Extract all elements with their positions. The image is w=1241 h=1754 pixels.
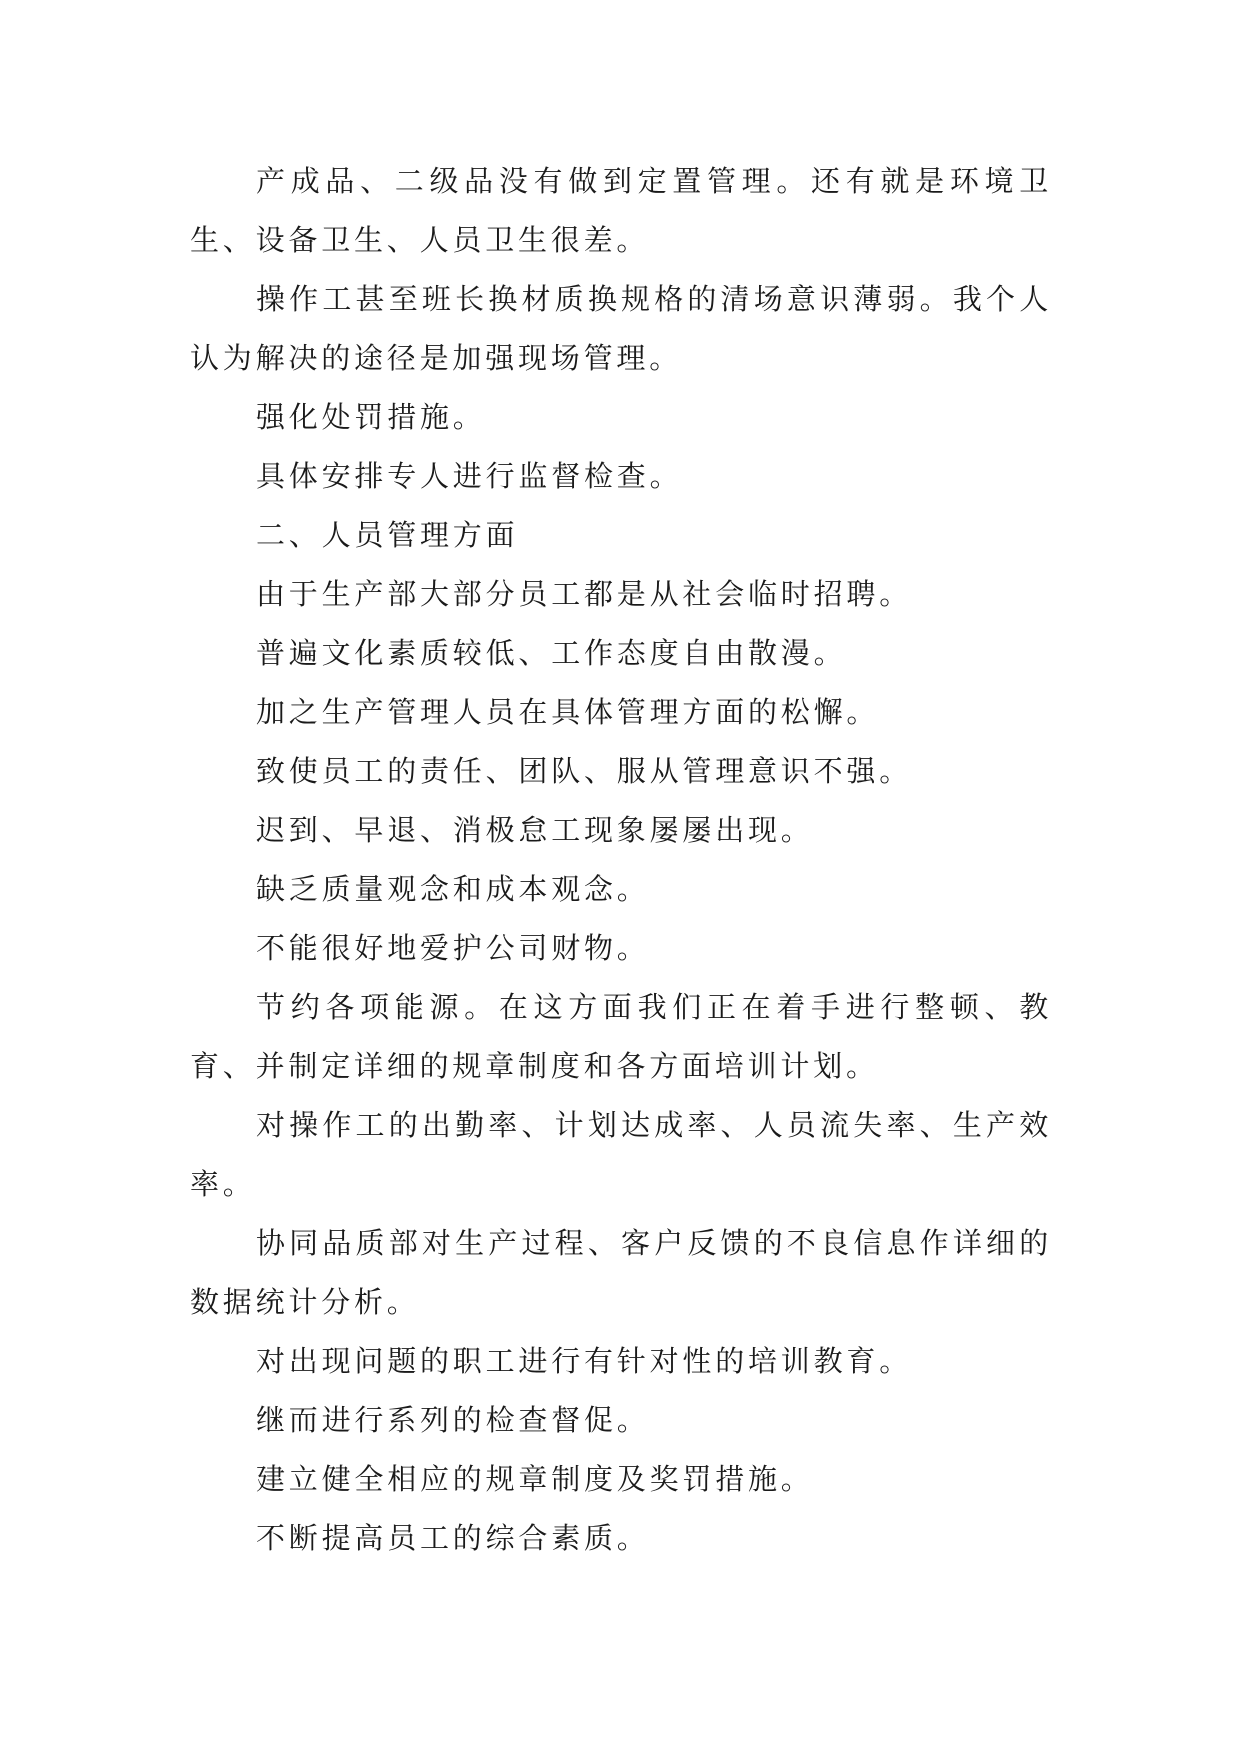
section-heading: 二、人员管理方面 bbox=[256, 518, 519, 552]
paragraph: 建立健全相应的规章制度及奖罚措施。 bbox=[256, 1462, 814, 1496]
paragraph: 产成品、二级品没有做到定置管理。还有就是环境卫生、设备卫生、人员卫生很差。 bbox=[190, 164, 1052, 257]
paragraph: 致使员工的责任、团队、服从管理意识不强。 bbox=[256, 754, 913, 788]
paragraph: 缺乏质量观念和成本观念。 bbox=[256, 872, 650, 906]
paragraph: 不断提高员工的综合素质。 bbox=[256, 1521, 650, 1555]
document-body bbox=[190, 152, 1052, 1568]
paragraph: 加之生产管理人员在具体管理方面的松懈。 bbox=[256, 695, 880, 729]
paragraph: 由于生产部大部分员工都是从社会临时招聘。 bbox=[256, 577, 913, 611]
paragraph: 继而进行系列的检查督促。 bbox=[256, 1403, 650, 1437]
paragraph: 具体安排专人进行监督检查。 bbox=[256, 459, 683, 493]
paragraph: 对操作工的出勤率、计划达成率、人员流失率、生产效率。 bbox=[190, 1108, 1052, 1201]
paragraph: 协同品质部对生产过程、客户反馈的不良信息作详细的数据统计分析。 bbox=[190, 1226, 1052, 1319]
paragraph: 对出现问题的职工进行有针对性的培训教育。 bbox=[256, 1344, 913, 1378]
paragraph: 操作工甚至班长换材质换规格的清场意识薄弱。我个人认为解决的途径是加强现场管理。 bbox=[190, 282, 1052, 375]
paragraph: 强化处罚措施。 bbox=[256, 400, 486, 434]
paragraph: 普遍文化素质较低、工作态度自由散漫。 bbox=[256, 636, 847, 670]
paragraph: 不能很好地爱护公司财物。 bbox=[256, 931, 650, 965]
paragraph: 节约各项能源。在这方面我们正在着手进行整顿、教育、并制定详细的规章制度和各方面培训计划。 bbox=[190, 990, 1052, 1083]
paragraph: 迟到、早退、消极怠工现象屡屡出现。 bbox=[256, 813, 814, 847]
